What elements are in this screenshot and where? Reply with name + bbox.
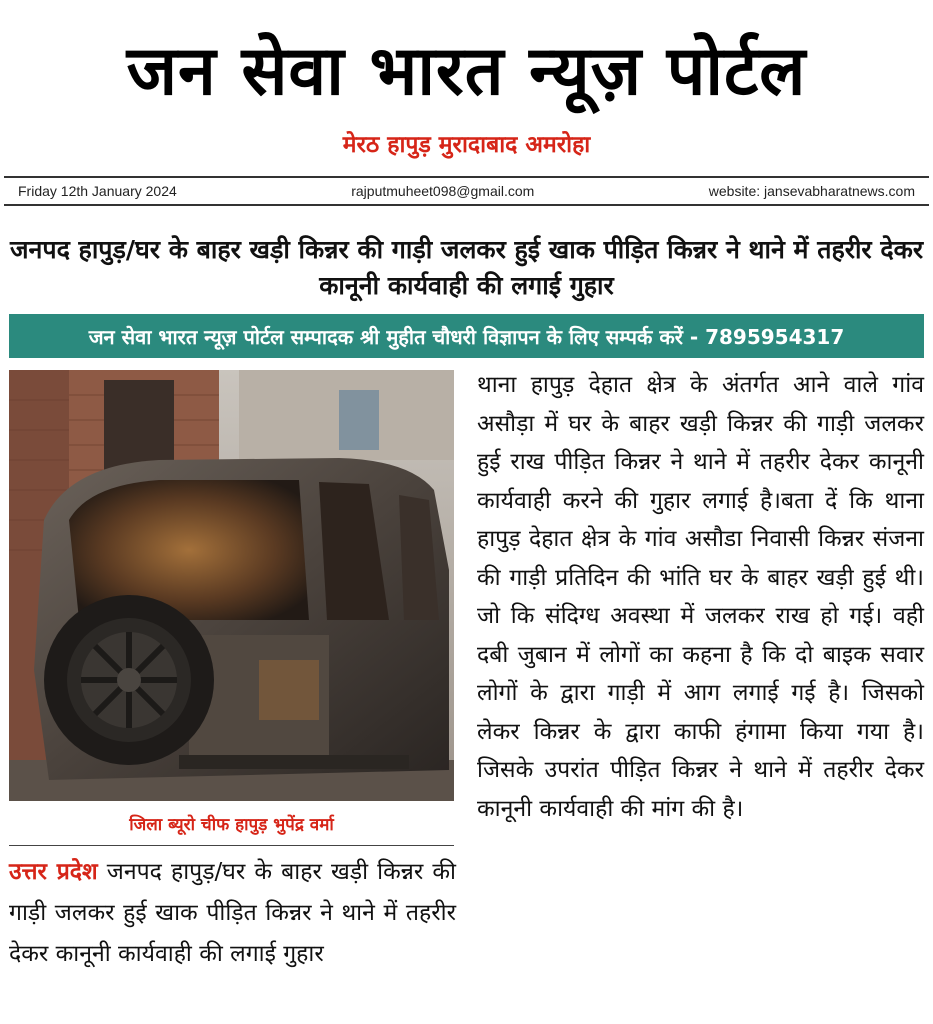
story-body: थाना हापुड़ देहात क्षेत्र के अंतर्गत आने वाले गांव असौड़ा में घर के बाहर खड़ी किन्नर की गाड़ी जलकर हुई राख पीड़ित किन्नर ने थाने में तहरीर देकर कानूनी कार्यवाही करने की गुहार लगाई है।बता दें कि थाना हापुड़ देहात क्षेत्र के गांव असौडा निवासी किन्नर संजना की गाड़ी प्रतिदिन की भांति घर के बाहर खड़ी हुई थी। जो कि संदिग्ध अवस्था में जलकर राख हो गई। वही दबी जुबान में लोगों का कहना है कि दो बाइक सवार लोगों के द्वारा गाड़ी में आग लगाई गई है। जिसको लेकर किन्नर के द्वारा काफी हंगामा किया गया है। जिसके उपरांत पीड़ित किन्नर ने थाने में तहरीर देकर कानूनी कार्यवाही की मांग की है। — [477, 372, 924, 822]
region-tag: उत्तर प्रदेश — [9, 859, 98, 885]
advertisement-banner: जन सेवा भारत न्यूज़ पोर्टल सम्पादक श्री मुहीत चौधरी विज्ञापन के लिए सम्पर्क करें - 7895954317 — [9, 314, 924, 358]
lead-paragraph — [9, 852, 456, 975]
caption-divider — [9, 845, 454, 846]
article-headline: जनपद हापुड़/घर के बाहर खड़ी किन्नर की गाड़ी जलकर हुई खाक पीड़ित किन्नर ने थाने में तहरीर देकर कानूनी कार्यवाही की लगाई गुहार — [9, 235, 924, 300]
website-link[interactable]: website: jansevabharatnews.com — [708, 183, 915, 199]
news-photo — [9, 370, 454, 801]
masthead — [0, 0, 933, 175]
dateline-bar — [4, 176, 929, 206]
burnt-car-illustration — [9, 370, 454, 801]
lead-text: जनपद हापुड़/घर के बाहर खड़ी किन्नर की गाड़ी जलकर हुई खाक पीड़ित किन्नर ने थाने में तहरीर देकर कानूनी कार्यवाही की लगाई गुहार — [9, 859, 456, 967]
masthead-title: जन सेवा भारत न्यूज़ पोर्टल — [126, 32, 807, 111]
photo-caption: जिला ब्यूरो चीफ हापुड़ भुपेंद्र वर्मा — [129, 815, 334, 835]
publication-date: Friday 12th January 2024 — [18, 183, 177, 199]
masthead-subtitle: मेरठ हापुड़ मुरादाबाद अमरोहा — [342, 132, 591, 158]
contact-email[interactable]: rajputmuheet098@gmail.com — [351, 183, 535, 199]
